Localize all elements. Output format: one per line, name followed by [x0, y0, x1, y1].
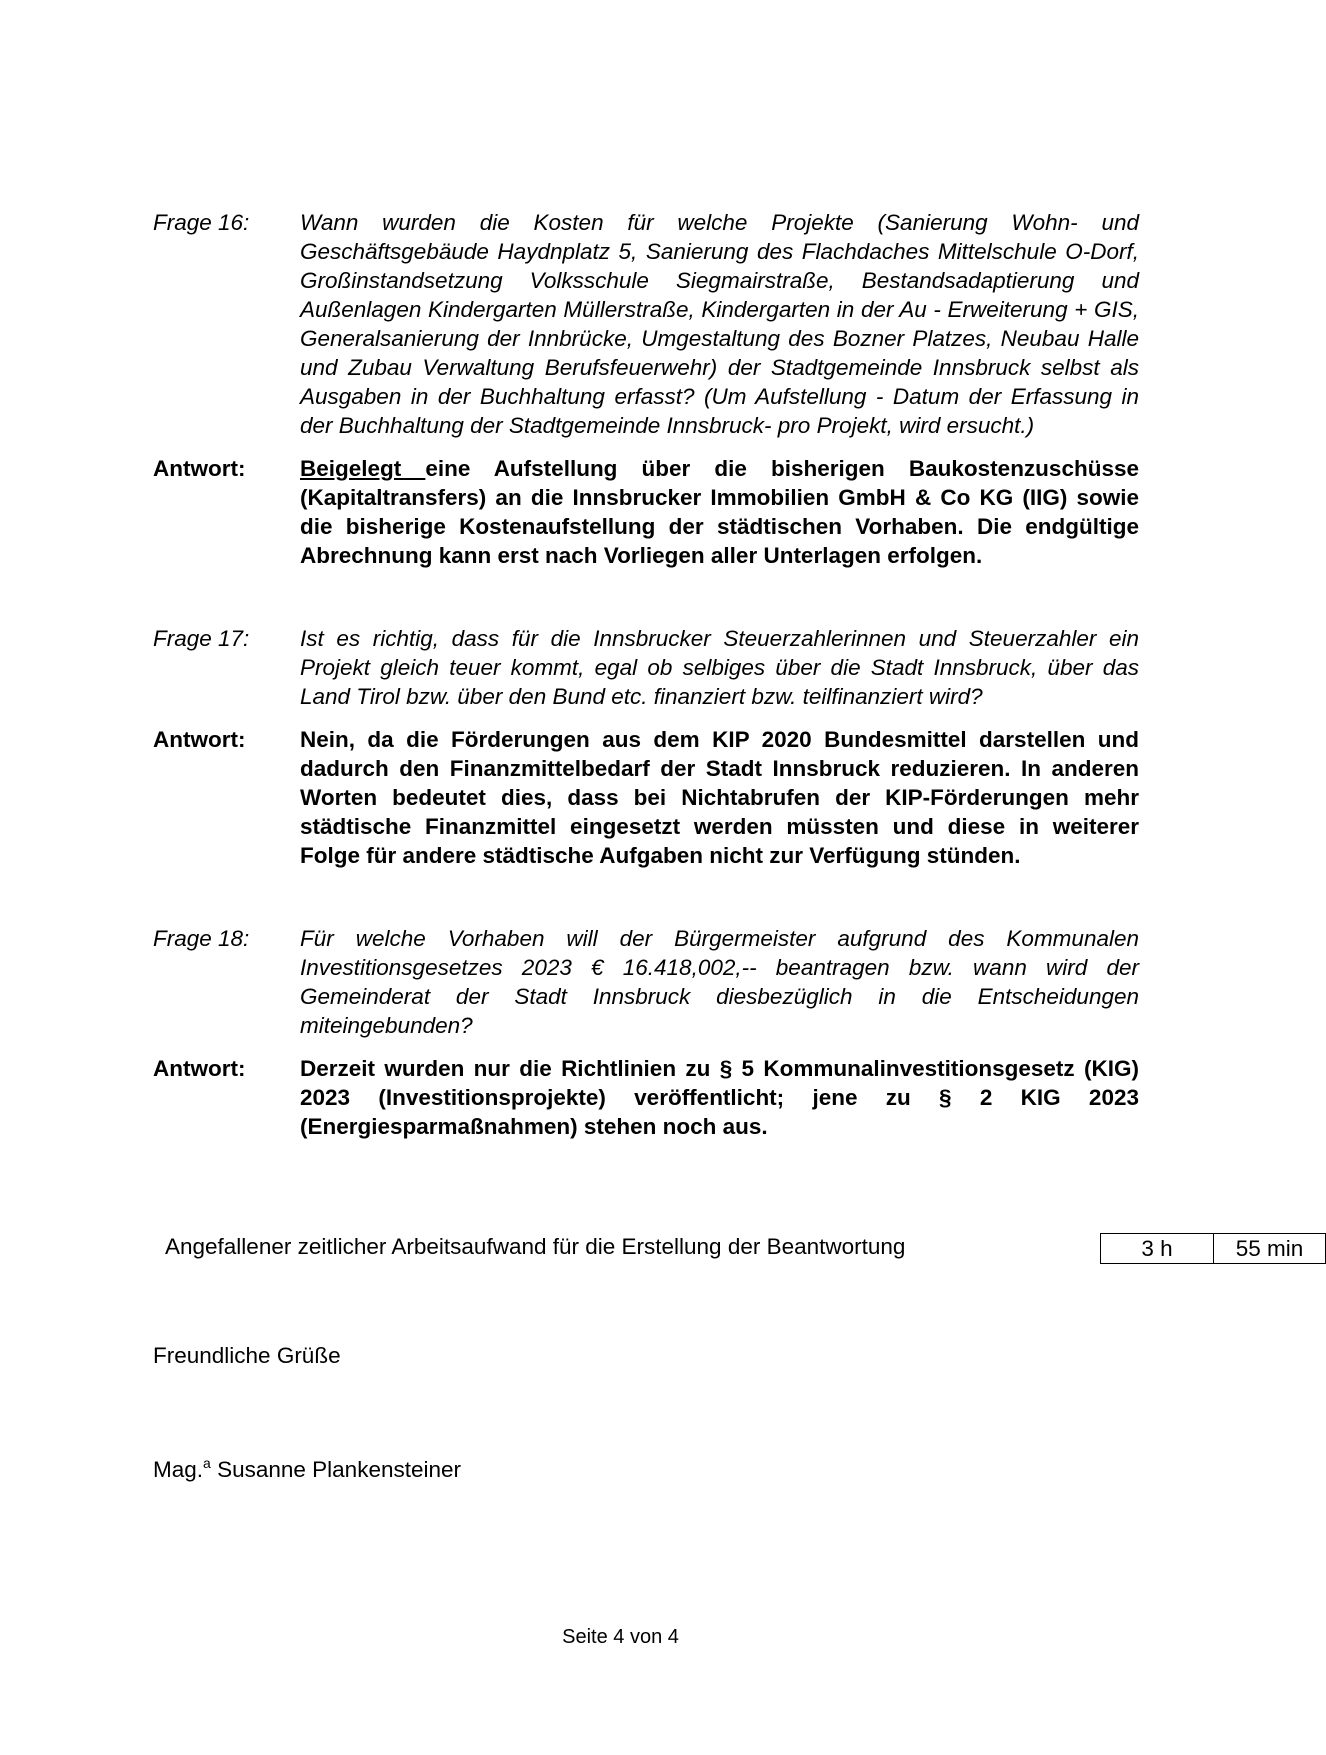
question-text: Wann wurden die Kosten für welche Projekte (Sanierung Wohn- und Geschäftsgebäude Haydnplatz 5, Sanierung des Flachdaches Mittelschule O-Dorf, Großinstandsetzung Volksschule Siegmairstraße, Bestandsadaptierung und Außenlagen Kindergarten Müllerstraße, Kindergarten in der Au - Erweiterung + GIS, Generalsanierung der Innbrücke, Umgestaltung des Bozner Platzes, Neubau Halle und Zubau Verwaltung Berufsfeuerwehr) der Stadtgemeinde Innsbruck selbst als Ausgaben in der Buchhaltung erfasst? (Um Aufstellung - Datum der Erfassung in der Buchhaltung der Stadtgemeinde Innsbruck- pro Projekt, wird ersucht.): [300, 210, 1139, 438]
question-label: Frage 18:: [153, 926, 250, 951]
answer-body: eine Aufstellung über die bisherigen Baukostenzuschüsse (Kapitaltransfers) an die Innsbrucker Immobilien GmbH & Co KG (IIG) sowie die bisherige Kostenaufstellung der städtischen Vorhaben. Die endgültige Abrechnung kann erst nach Vorliegen aller Unterlagen erfolgen.: [300, 456, 1139, 568]
page-number: Seite 4 von 4: [562, 1626, 679, 1648]
effort-row: [165, 1233, 1304, 1261]
qa-block-18: [153, 924, 1139, 1141]
qa-block-16: [153, 208, 1139, 570]
answer-text: Nein, da die Förderungen aus dem KIP 2020 Bundesmittel darstellen und dadurch den Finanzmittelbedarf der Stadt Innsbruck reduzieren. In anderen Worten bedeutet dies, dass bei Nichtabrufen der KIP-Förderungen mehr städtische Finanzmittel eingesetzt werden müssten und diese in weiterer Folge für andere städtische Aufgaben nicht zur Verfügung stünden.: [300, 727, 1139, 868]
answer-label: Antwort:: [153, 1056, 246, 1081]
answer-label: Antwort:: [153, 456, 246, 481]
effort-hours: 3 h: [1101, 1234, 1214, 1263]
greeting: Freundliche Grüße: [153, 1343, 341, 1368]
signature-name: [153, 1455, 461, 1483]
answer-text: [300, 454, 1139, 570]
question-text: Für welche Vorhaben will der Bürgermeister aufgrund des Kommunalen Investitionsgesetzes 2023 € 16.418,002,-- beantragen bzw. wann wird der Gemeinderat der Stadt Innsbruck diesbezüglich in die Entscheidungen miteingebunden?: [300, 926, 1139, 1038]
effort-label: Angefallener zeitlicher Arbeitsaufwand für die Erstellung der Beantwortung: [165, 1234, 906, 1259]
answer-lead-underlined: Beigelegt: [300, 456, 426, 481]
academic-title-sup: a: [203, 1455, 211, 1471]
answer-label: Antwort:: [153, 727, 246, 752]
question-text: Ist es richtig, dass für die Innsbrucker Steuerzahlerinnen und Steuerzahler ein Projekt gleich teuer kommt, egal ob selbiges über die Stadt Innsbruck, über das Land Tirol bzw. über den Bund etc. finanziert bzw. teilfinanziert wird?: [300, 626, 1139, 709]
academic-title: Mag.: [153, 1457, 204, 1482]
question-label: Frage 17:: [153, 626, 250, 651]
effort-table: [1100, 1233, 1326, 1264]
answer-text: Derzeit wurden nur die Richtlinien zu § 5 Kommunalinvestitionsgesetz (KIG) 2023 (Investitionsprojekte) veröffentlicht; jene zu § 2 KIG 2023 (Energiesparmaßnahmen) stehen noch aus.: [300, 1056, 1139, 1139]
person-name: Susanne Plankensteiner: [210, 1457, 461, 1482]
qa-block-17: [153, 624, 1139, 870]
effort-minutes: 55 min: [1235, 1235, 1304, 1261]
question-label: Frage 16:: [153, 210, 250, 235]
